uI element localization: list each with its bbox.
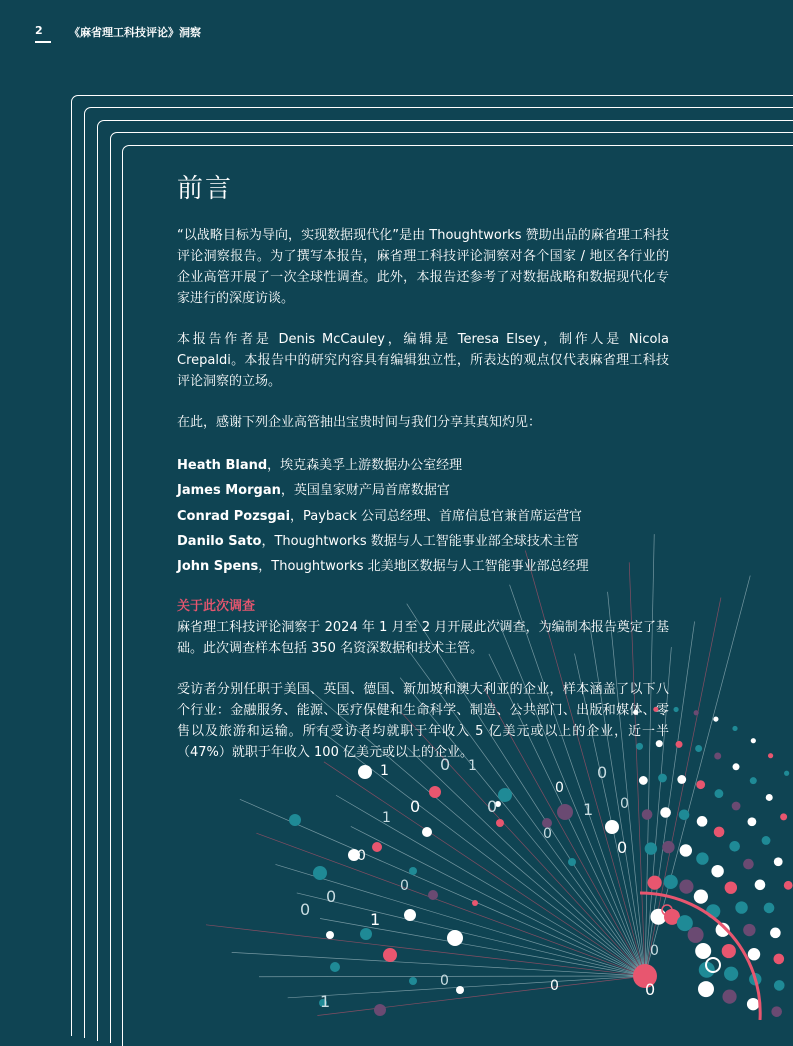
scatter-dot [472, 900, 478, 906]
burst-dot [697, 816, 708, 827]
burst-dot [743, 859, 754, 870]
burst-dot [724, 967, 738, 981]
executive-item [177, 554, 669, 579]
burst-dot [774, 980, 785, 991]
burst-dot [771, 1006, 782, 1017]
burst-dot [679, 809, 690, 820]
burst-dot [735, 901, 747, 913]
scatter-dot [360, 928, 372, 940]
burst-dot [642, 809, 653, 820]
thanks-paragraph: 在此，感谢下列企业高管抽出宝贵时间与我们分享其真知灼见： [177, 415, 542, 430]
burst-dot [714, 753, 721, 760]
scatter-dot [409, 867, 417, 875]
binary-digit: 0 [550, 978, 559, 994]
binary-digit: 0 [300, 900, 311, 919]
burst-dot [755, 880, 766, 891]
burst-dot [747, 998, 759, 1010]
scatter-dot [498, 788, 512, 802]
burst-dot [694, 710, 699, 715]
scatter-dot [313, 866, 327, 880]
burst-dot [748, 817, 757, 826]
burst-dot [676, 741, 683, 748]
burst-dot [784, 881, 793, 890]
executive-name: Conrad Pozsgai [177, 508, 291, 524]
page-number: 2 [35, 24, 43, 37]
burst-dot [774, 954, 785, 965]
binary-digit: 0 [357, 848, 366, 864]
burst-dot [780, 813, 787, 820]
burst-dot [694, 890, 708, 904]
burst-dot [677, 775, 686, 784]
burst-dot [732, 802, 741, 811]
binary-digit: 0 [645, 980, 656, 999]
intro-paragraph: “以战略目标为导向，实现数据现代化”是由 Thoughtworks 赞助出品的麻省理工科技评论洞察报告。为了撰写本报告，麻省理工科技评论洞察对各个国家 / 地区各行业的企业高管开展了一次全球性调查。此外，本报告还参考了对数据战略和数据现代化专家进行的深度访谈。 [177, 228, 669, 306]
scatter-dot [568, 858, 576, 866]
burst-dot [715, 789, 724, 798]
binary-digit: 1 [583, 800, 594, 819]
executive-item [177, 504, 669, 529]
burst-dot [662, 841, 674, 853]
binary-digit: 1 [382, 810, 391, 826]
survey-paragraph: 麻省理工科技评论洞察于 2024 年 1 月至 2 月开展此次调查，为编制本报告奠定了基础。此次调查样本包括 350 名资深数据和技术主管。 [177, 620, 669, 657]
scatter-dot [557, 804, 573, 820]
burst-dot [680, 844, 692, 856]
burst-dot [751, 738, 756, 743]
survey-paragraph: 受访者分别任职于美国、英国、德国、新加坡和澳大利亚的企业，样本涵盖了以下八个行业：金融服务、能源、医疗保健和生命科学、制造、公共部门、出版和媒体、零售以及旅游和运输。所有受访者均就职于年收入 5 亿美元或以上的企业，近一半（47%）就职于年收入 100 亿美元或以上的企业。 [177, 682, 669, 761]
credits-paragraph: 本报告作者是 Denis McCauley，编辑是 Teresa Elsey，制作人是 Nicola Crepaldi。本报告中的研究内容具有编辑独立性，所表达的观点仅代表麻省理工科技评论洞察的立场。 [177, 332, 669, 389]
burst-dot [648, 876, 662, 890]
scatter-dot [429, 786, 441, 798]
burst-line [297, 893, 645, 976]
burst-dot [696, 780, 705, 789]
executive-title: ，Thoughtworks 数据与人工智能事业部全球技术主管 [261, 533, 579, 549]
executive-name: James Morgan [177, 483, 281, 499]
binary-digit: 0 [597, 763, 608, 782]
burst-dot [722, 990, 736, 1004]
burst-dot [695, 943, 711, 959]
scatter-dot [372, 842, 382, 852]
burst-dot [688, 927, 704, 943]
page-title: 前言 [177, 174, 234, 204]
report-title: 《麻省理工科技评论》洞察 [69, 26, 201, 39]
burst-dot [774, 857, 783, 866]
executive-name: Danilo Sato [177, 533, 262, 549]
binary-digit: 1 [370, 910, 381, 929]
scatter-dot [422, 827, 432, 837]
burst-dot [743, 924, 755, 936]
burst-dot [677, 915, 693, 931]
burst-dot [729, 841, 740, 852]
executive-list [177, 453, 669, 579]
burst-line [317, 976, 645, 1016]
scatter-dot [289, 814, 301, 826]
scatter-dot [428, 890, 438, 900]
burst-dot [784, 771, 789, 776]
burst-dot [645, 842, 657, 854]
binary-digit: 0 [410, 797, 421, 816]
binary-digit: 0 [326, 887, 337, 906]
scatter-dot [330, 962, 340, 972]
scatter-dot [409, 977, 417, 985]
scatter-dot [374, 1004, 386, 1016]
binary-digit: 0 [555, 780, 564, 796]
burst-dot [764, 903, 775, 914]
burst-dot [750, 777, 757, 784]
burst-dot [766, 794, 773, 801]
burst-dot [762, 836, 771, 845]
executive-item [177, 453, 669, 478]
executive-item [177, 529, 669, 554]
binary-digit: 0 [487, 797, 498, 816]
burst-dot [714, 827, 725, 838]
burst-dot [725, 881, 737, 893]
scatter-dot [456, 986, 464, 994]
burst-line [259, 976, 645, 977]
burst-dot [713, 716, 718, 721]
scatter-dot [605, 820, 619, 834]
scatter-dot [447, 930, 463, 946]
binary-digit: 0 [617, 838, 628, 857]
scatter-dot [496, 819, 504, 827]
binary-digit: 1 [380, 763, 389, 779]
burst-line [288, 976, 645, 998]
scatter-dot [404, 909, 416, 921]
survey-heading: 关于此次调查 [177, 599, 256, 615]
burst-dot [770, 928, 781, 939]
executive-name: Heath Bland [177, 458, 268, 473]
burst-dot [696, 852, 708, 864]
scatter-dot [383, 948, 397, 962]
binary-digit: 0 [440, 973, 449, 989]
burst-dot [698, 981, 714, 997]
foreword-section [177, 168, 669, 783]
burst-line [240, 799, 645, 976]
scatter-dot [326, 931, 334, 939]
burst-dot [711, 865, 723, 877]
burst-dot [748, 948, 760, 960]
executive-title: ，Payback 公司总经理、首席信息官兼首席运营官 [290, 508, 582, 524]
burst-dot [722, 944, 736, 958]
executive-title: ，Thoughtworks 北美地区数据与人工智能事业部总经理 [258, 559, 589, 575]
binary-digit: 0 [620, 796, 629, 812]
burst-line [232, 952, 645, 976]
burst-dot [664, 875, 678, 889]
executive-title: ，埃克森美孚上游数据办公室经理 [267, 458, 463, 473]
binary-digit: 0 [400, 878, 409, 894]
burst-dot [660, 807, 671, 818]
burst-dot [768, 753, 773, 758]
burst-dot [732, 726, 737, 731]
binary-digit: 1 [468, 758, 477, 774]
burst-dot [695, 745, 702, 752]
binary-digit: 1 [320, 992, 331, 1011]
binary-digit: 0 [543, 826, 552, 842]
burst-dot [679, 879, 693, 893]
binary-digit: 0 [650, 943, 659, 959]
executive-title: ，英国皇家财产局首席数据官 [280, 483, 450, 499]
burst-dot [733, 763, 740, 770]
executive-item [177, 478, 669, 503]
burst-dot [673, 707, 678, 712]
executive-name: John Spens [177, 559, 259, 575]
binary-digit: 0 [440, 755, 451, 774]
